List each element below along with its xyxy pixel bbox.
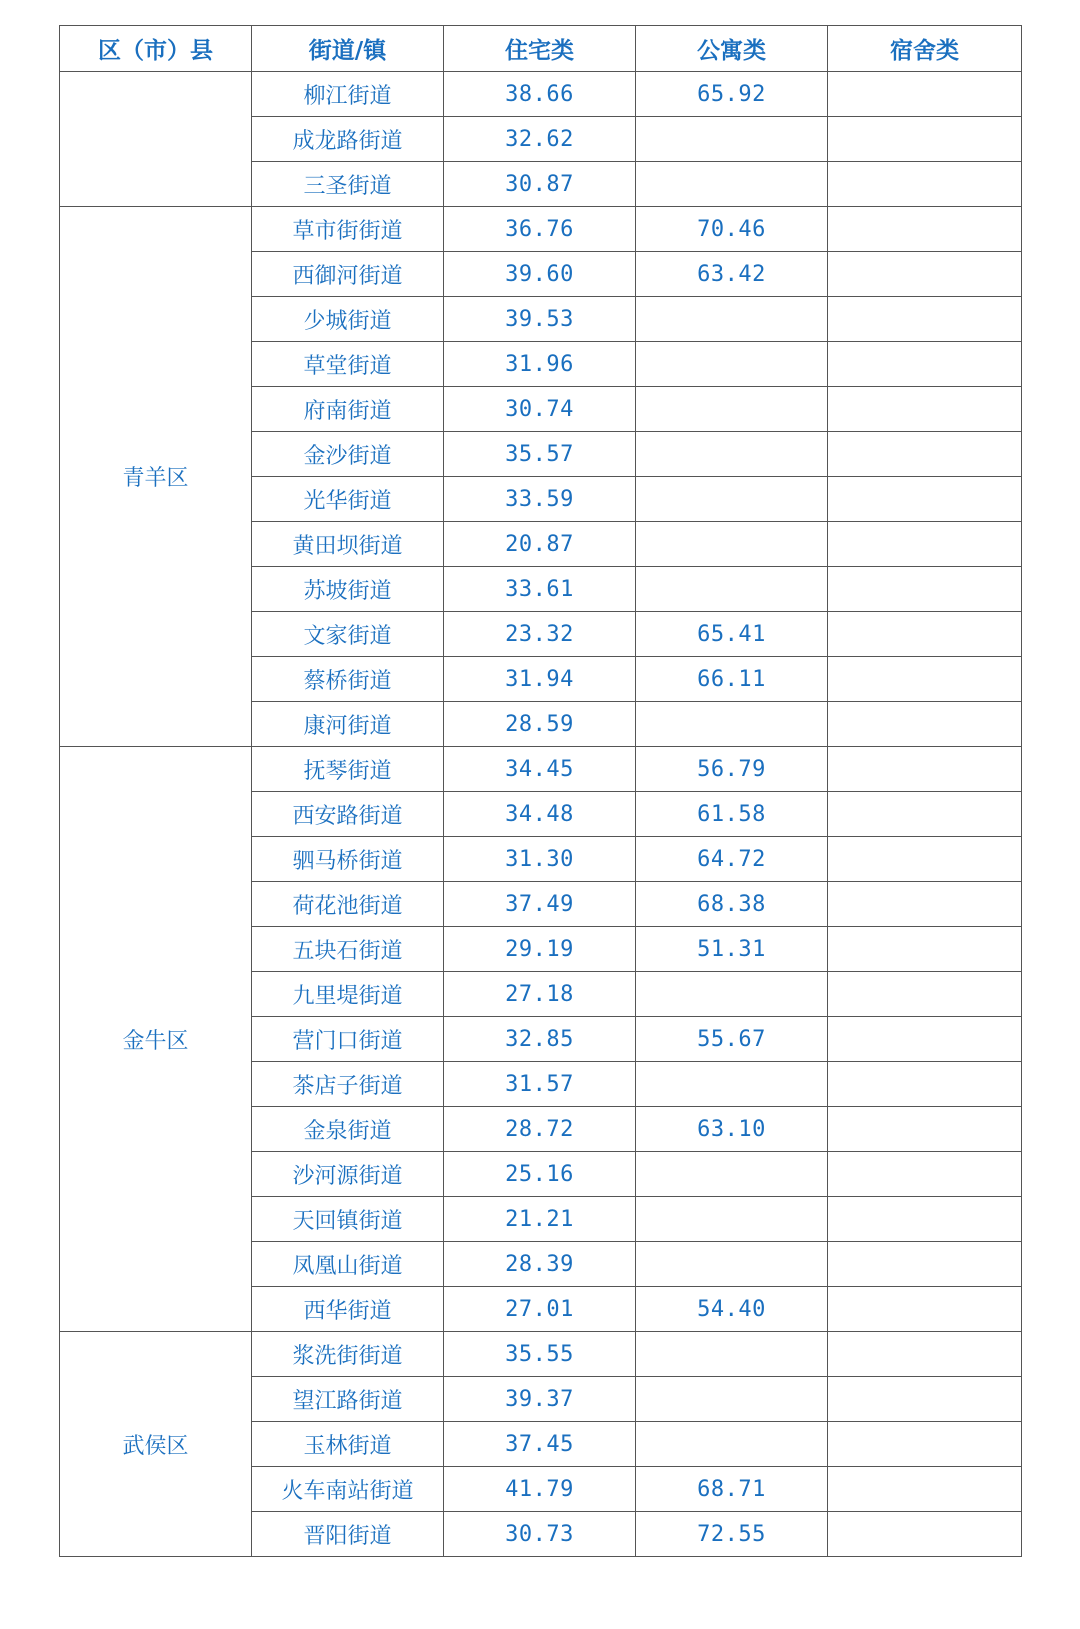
apartment-cell [636,117,828,162]
street-cell: 草堂街道 [252,342,444,387]
residential-cell: 37.45 [444,1422,636,1467]
dormitory-cell [828,882,1022,927]
apartment-cell: 64.72 [636,837,828,882]
residential-cell: 31.94 [444,657,636,702]
apartment-cell [636,567,828,612]
street-cell: 蔡桥街道 [252,657,444,702]
residential-cell: 31.30 [444,837,636,882]
dormitory-cell [828,927,1022,972]
street-cell: 九里堤街道 [252,972,444,1017]
apartment-cell: 68.38 [636,882,828,927]
street-cell: 西安路街道 [252,792,444,837]
apartment-cell: 56.79 [636,747,828,792]
residential-cell: 39.60 [444,252,636,297]
residential-cell: 31.57 [444,1062,636,1107]
apartment-cell: 70.46 [636,207,828,252]
residential-cell: 33.61 [444,567,636,612]
street-cell: 沙河源街道 [252,1152,444,1197]
dormitory-cell [828,1152,1022,1197]
residential-cell: 29.19 [444,927,636,972]
street-cell: 晋阳街道 [252,1512,444,1557]
table-row [60,72,1022,117]
apartment-cell [636,387,828,432]
dormitory-cell [828,297,1022,342]
street-cell: 三圣街道 [252,162,444,207]
table-row [60,1332,1022,1377]
dormitory-cell [828,387,1022,432]
apartment-cell [636,1152,828,1197]
street-cell: 西御河街道 [252,252,444,297]
rates-table [59,25,1022,1557]
dormitory-cell [828,1422,1022,1467]
dormitory-cell [828,162,1022,207]
residential-cell: 28.39 [444,1242,636,1287]
street-cell: 金泉街道 [252,1107,444,1152]
district-cell: 武侯区 [60,1332,252,1557]
residential-cell: 31.96 [444,342,636,387]
residential-cell: 27.01 [444,1287,636,1332]
district-cell [60,72,252,207]
street-cell: 柳江街道 [252,72,444,117]
street-cell: 文家街道 [252,612,444,657]
apartment-cell: 63.42 [636,252,828,297]
apartment-cell [636,1197,828,1242]
table-row [60,747,1022,792]
district-cell: 青羊区 [60,207,252,747]
table-header [60,26,1022,72]
residential-cell: 33.59 [444,477,636,522]
street-cell: 府南街道 [252,387,444,432]
dormitory-cell [828,522,1022,567]
apartment-cell: 51.31 [636,927,828,972]
dormitory-cell [828,72,1022,117]
header-dormitory: 宿舍类 [828,26,1022,72]
residential-cell: 35.55 [444,1332,636,1377]
street-cell: 望江路街道 [252,1377,444,1422]
street-cell: 茶店子街道 [252,1062,444,1107]
residential-cell: 30.87 [444,162,636,207]
dormitory-cell [828,567,1022,612]
apartment-cell [636,522,828,567]
dormitory-cell [828,252,1022,297]
apartment-cell [636,1062,828,1107]
table-body [60,72,1022,1557]
apartment-cell: 72.55 [636,1512,828,1557]
dormitory-cell [828,1242,1022,1287]
header-row [60,26,1022,72]
header-residential: 住宅类 [444,26,636,72]
apartment-cell: 65.92 [636,72,828,117]
residential-cell: 32.62 [444,117,636,162]
header-apartment: 公寓类 [636,26,828,72]
district-cell: 金牛区 [60,747,252,1332]
street-cell: 苏坡街道 [252,567,444,612]
street-cell: 凤凰山街道 [252,1242,444,1287]
apartment-cell [636,1377,828,1422]
street-cell: 五块石街道 [252,927,444,972]
dormitory-cell [828,837,1022,882]
street-cell: 天回镇街道 [252,1197,444,1242]
apartment-cell: 66.11 [636,657,828,702]
dormitory-cell [828,1017,1022,1062]
street-cell: 成龙路街道 [252,117,444,162]
apartment-cell [636,1422,828,1467]
apartment-cell [636,297,828,342]
street-cell: 少城街道 [252,297,444,342]
dormitory-cell [828,1512,1022,1557]
street-cell: 驷马桥街道 [252,837,444,882]
street-cell: 营门口街道 [252,1017,444,1062]
residential-cell: 28.72 [444,1107,636,1152]
street-cell: 荷花池街道 [252,882,444,927]
apartment-cell [636,342,828,387]
dormitory-cell [828,612,1022,657]
residential-cell: 21.21 [444,1197,636,1242]
apartment-cell [636,1332,828,1377]
apartment-cell: 68.71 [636,1467,828,1512]
residential-cell: 30.73 [444,1512,636,1557]
dormitory-cell [828,1107,1022,1152]
apartment-cell [636,162,828,207]
residential-cell: 35.57 [444,432,636,477]
apartment-cell: 54.40 [636,1287,828,1332]
header-street: 街道/镇 [252,26,444,72]
street-cell: 草市街街道 [252,207,444,252]
residential-cell: 39.37 [444,1377,636,1422]
residential-cell: 30.74 [444,387,636,432]
residential-cell: 32.85 [444,1017,636,1062]
residential-cell: 37.49 [444,882,636,927]
dormitory-cell [828,1062,1022,1107]
dormitory-cell [828,972,1022,1017]
street-cell: 光华街道 [252,477,444,522]
dormitory-cell [828,1197,1022,1242]
residential-cell: 27.18 [444,972,636,1017]
residential-cell: 34.48 [444,792,636,837]
residential-cell: 20.87 [444,522,636,567]
apartment-cell: 61.58 [636,792,828,837]
dormitory-cell [828,207,1022,252]
street-cell: 西华街道 [252,1287,444,1332]
residential-cell: 28.59 [444,702,636,747]
street-cell: 火车南站街道 [252,1467,444,1512]
dormitory-cell [828,702,1022,747]
street-cell: 浆洗街街道 [252,1332,444,1377]
street-cell: 抚琴街道 [252,747,444,792]
dormitory-cell [828,657,1022,702]
residential-cell: 38.66 [444,72,636,117]
street-cell: 玉林街道 [252,1422,444,1467]
apartment-cell [636,477,828,522]
residential-cell: 36.76 [444,207,636,252]
residential-cell: 41.79 [444,1467,636,1512]
table-row [60,207,1022,252]
apartment-cell [636,972,828,1017]
dormitory-cell [828,1332,1022,1377]
residential-cell: 34.45 [444,747,636,792]
apartment-cell: 55.67 [636,1017,828,1062]
dormitory-cell [828,117,1022,162]
street-cell: 康河街道 [252,702,444,747]
apartment-cell [636,432,828,477]
dormitory-cell [828,342,1022,387]
apartment-cell [636,1242,828,1287]
residential-cell: 23.32 [444,612,636,657]
header-district: 区（市）县 [60,26,252,72]
dormitory-cell [828,477,1022,522]
dormitory-cell [828,792,1022,837]
dormitory-cell [828,1467,1022,1512]
dormitory-cell [828,1287,1022,1332]
apartment-cell [636,702,828,747]
dormitory-cell [828,432,1022,477]
apartment-cell: 65.41 [636,612,828,657]
apartment-cell: 63.10 [636,1107,828,1152]
dormitory-cell [828,1377,1022,1422]
dormitory-cell [828,747,1022,792]
street-cell: 黄田坝街道 [252,522,444,567]
residential-cell: 25.16 [444,1152,636,1197]
street-cell: 金沙街道 [252,432,444,477]
residential-cell: 39.53 [444,297,636,342]
